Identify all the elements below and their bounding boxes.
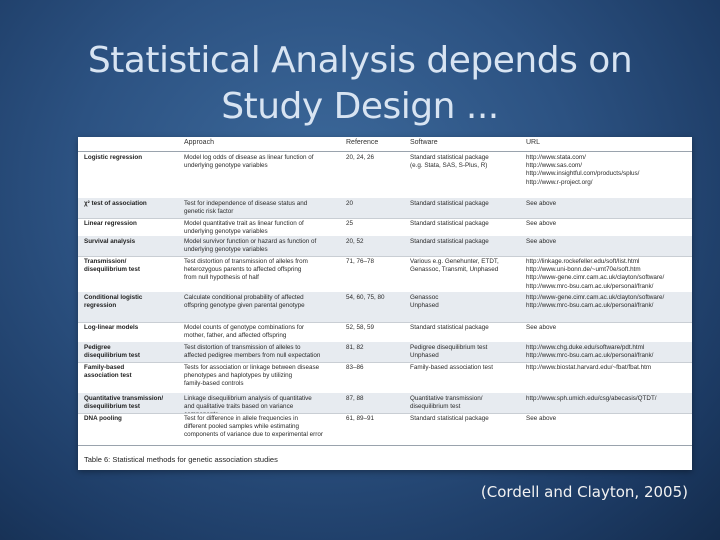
cell-method: χ² test of association [84,200,147,207]
table-row [78,236,692,257]
cell-method: Conditional logistic regression [84,294,143,310]
cell-approach: Test for difference in allele frequencies in different pooled samples while estimating components of variance due to experimental error [184,415,323,439]
header-reference: Reference [346,139,379,146]
table-row [78,198,692,219]
cell-approach: Test distortion of transmission of alleles from heterozygous parents to affected offspring from null hypothesis of half [184,258,308,282]
cell-url: http://www.stata.com/ http://www.sas.com/ http://www.insightful.com/products/splus/ http://www.r-project.org/ [526,154,640,186]
cell-approach: Test distortion of transmission of alleles to affected pedigree members from null expectation [184,344,321,360]
cell-method: Logistic regression [84,154,143,161]
table-row [78,393,692,414]
slide-title-line-2: Study Design ... [221,86,499,127]
cell-software: Standard statistical package [410,324,489,331]
cell-software: Standard statistical package (e.g. Stata, SAS, S-Plus, R) [410,154,489,170]
cell-software: Standard statistical package [410,415,489,422]
cell-method: Transmission/ disequilibrium test [84,258,140,274]
cell-reference: 25 [346,220,354,227]
cell-url: http://www.biostat.harvard.edu/~fbat/fbat.htm [526,364,652,371]
table-row [78,292,692,323]
cell-method: Log-linear models [84,324,139,331]
table-row [78,322,692,343]
table-header [78,137,692,152]
cell-software: Standard statistical package [410,238,489,245]
cell-reference: 54, 60, 75, 80 [346,294,385,301]
cell-reference: 71, 76–78 [346,258,375,265]
table-row [78,152,692,199]
cell-approach: Test for independence of disease status and genetic risk factor [184,200,308,216]
cell-approach: Model log odds of disease as linear function of underlying genotype variables [184,154,314,170]
cell-reference: 20 [346,200,354,207]
cell-method: Linear regression [84,220,137,227]
cell-url: http://linkage.rockefeller.edu/soft/list.html http://www.uni-bonn.de/~umt70e/soft.htm http://www-gene.cimr.cam.ac.uk/clayton/software/ http://www.mrc-bsu.cam.ac.uk/personal/frank/ [526,258,665,290]
cell-method: Survival analysis [84,238,136,245]
cell-approach: Model survivor function or hazard as function of underlying genotype variables [184,238,317,254]
cell-approach: Model quantitative trait as linear function of underlying genotype variables [184,220,304,236]
cell-url: http://www.chg.duke.edu/software/pdt.html http://www.mrc-bsu.cam.ac.uk/personal/frank/ [526,344,654,360]
cell-reference: 20, 24, 26 [346,154,375,161]
table-row [78,413,692,446]
cell-software: Various e.g. Genehunter, ETDT, Genassoc, Transmit, Unphased [410,258,499,274]
cell-url: See above [526,200,557,207]
table-row [78,218,692,237]
header-url: URL [526,139,541,146]
cell-url: See above [526,238,557,245]
cell-method: Quantitative transmission/ disequilibrium test [84,395,164,411]
cell-reference: 20, 52 [346,238,364,245]
table-caption: Table 6: Statistical methods for genetic association studies [84,455,278,464]
cell-approach: Model counts of genotype combinations for mother, father, and affected offspring [184,324,305,340]
cell-reference: 61, 89–91 [346,415,375,422]
cell-url: http://www-gene.cimr.cam.ac.uk/clayton/software/ http://www.mrc-bsu.cam.ac.uk/personal/frank/ [526,294,665,310]
cell-method: Family-based association test [84,364,132,380]
cell-software: Standard statistical package [410,200,489,207]
slide-title [60,38,660,130]
cell-approach: Tests for association or linkage between disease phenotypes and haplotypes by utilizing family-based controls [184,364,320,388]
cell-approach: Calculate conditional probability of affected offspring genotype given parental genotype [184,294,305,310]
cell-software: Pedigree disequilibrium test Unphased [410,344,488,360]
cell-url: See above [526,415,557,422]
cell-url: http://www.sph.umich.edu/csg/abecasis/QTDT/ [526,395,657,402]
table-row [78,256,692,293]
citation: (Cordell and Clayton, 2005) [480,483,688,501]
cell-url: See above [526,220,557,227]
header-approach: Approach [184,139,214,146]
table-row [78,362,692,394]
cell-reference: 52, 58, 59 [346,324,375,331]
table-row [78,342,692,363]
cell-url: See above [526,324,557,331]
cell-software: Genassoc Unphased [410,294,439,310]
cell-method: Pedigree disequilibrium test [84,344,140,360]
header-software: Software [410,139,438,146]
cell-method: DNA pooling [84,415,122,422]
cell-reference: 87, 88 [346,395,364,402]
cell-reference: 81, 82 [346,344,364,351]
slide-title-line-1: Statistical Analysis depends on [87,40,633,81]
cell-approach: Linkage disequilibrium analysis of quantitative and qualitative traits based on variance [184,395,312,411]
methods-table [78,137,692,470]
cell-reference: 83–86 [346,364,364,371]
cell-software: Quantitative transmission/ disequilibrium test [410,395,483,411]
cell-software: Family-based association test [410,364,493,371]
cell-software: Standard statistical package [410,220,489,227]
